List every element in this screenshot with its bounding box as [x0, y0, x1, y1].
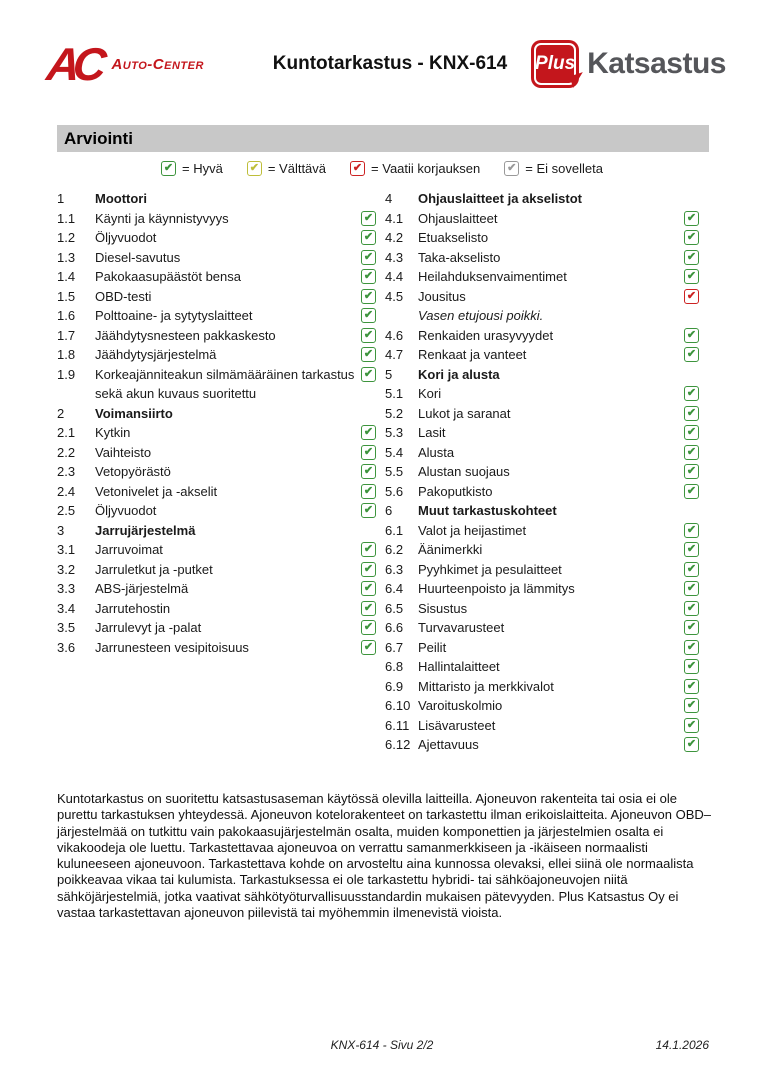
item-label: Pakoputkisto — [418, 483, 493, 499]
checklist-item-row — [385, 267, 699, 287]
item-label: Turvavarusteet — [418, 620, 505, 635]
checklist-item-row — [385, 599, 699, 619]
checklist-note-row — [385, 306, 699, 326]
good-check-icon — [161, 161, 176, 176]
checklist-item-row — [385, 462, 699, 482]
item-number: 2.1 — [57, 425, 76, 440]
good-check-icon — [684, 269, 699, 284]
item-label: Etuakselisto — [418, 230, 489, 245]
item-label: Hallintalaitteet — [418, 659, 500, 674]
item-label: Diesel-savutus — [95, 249, 181, 265]
legend-item-good — [161, 161, 223, 176]
item-number: 5.6 — [385, 483, 404, 499]
item-number: 6.2 — [385, 542, 404, 557]
footer-date: 14.1.2026 — [655, 1038, 709, 1052]
legend-item-bad — [350, 161, 480, 176]
item-number: 4.3 — [385, 249, 404, 265]
item-number: 3.3 — [57, 581, 76, 596]
checklist-item-row — [385, 540, 699, 560]
good-check-icon — [361, 269, 376, 284]
auto-center-logo-text: Auto-Center — [111, 55, 204, 73]
item-label: Jarruletkut ja -putket — [95, 561, 213, 577]
page-title: Kuntotarkastus - KNX-614 — [272, 53, 508, 74]
item-number: 4.4 — [385, 269, 404, 284]
good-check-icon — [684, 659, 699, 674]
good-check-icon — [684, 620, 699, 635]
good-check-icon — [361, 542, 376, 557]
item-label: Vasen etujousi poikki. — [418, 308, 544, 323]
item-number: 2.4 — [57, 483, 76, 499]
item-label: Polttoaine- ja sytytyslaitteet — [95, 308, 253, 323]
item-number: 5.2 — [385, 405, 404, 421]
checklist-item-row — [385, 482, 699, 502]
katsastus-logo-text: Katsastus — [587, 47, 726, 80]
item-label: Öljyvuodot — [95, 230, 157, 245]
item-number: 6.4 — [385, 581, 404, 596]
good-check-icon — [684, 562, 699, 577]
good-check-icon — [361, 328, 376, 343]
fair-check-icon — [247, 161, 262, 176]
item-number: 4.5 — [385, 288, 404, 304]
item-number: 3.1 — [57, 542, 76, 557]
checklist-column-right — [385, 189, 699, 755]
good-check-icon — [361, 289, 376, 304]
good-check-icon — [684, 484, 699, 499]
bad-check-icon — [350, 161, 365, 176]
checklist-item-row — [385, 735, 699, 755]
checklist-item-row — [57, 209, 376, 229]
good-check-icon — [361, 503, 376, 518]
item-number: 5.3 — [385, 425, 404, 440]
good-check-icon — [684, 737, 699, 752]
checklist-item-row — [385, 716, 699, 736]
item-label: Lasit — [418, 425, 446, 440]
item-number: 1 — [57, 191, 65, 206]
item-number: 2.2 — [57, 444, 76, 460]
good-check-icon — [361, 347, 376, 362]
item-label: ABS-järjestelmä — [95, 581, 189, 596]
good-check-icon — [684, 581, 699, 596]
item-number: 6.8 — [385, 659, 404, 674]
item-label: Äänimerkki — [418, 542, 483, 557]
checklist-item-row — [57, 228, 376, 248]
checklist-item-row — [57, 267, 376, 287]
checklist-item-row — [385, 638, 699, 658]
item-number: 4.1 — [385, 210, 404, 226]
item-label: Taka-akselisto — [418, 249, 501, 265]
item-label: Vaihteisto — [95, 444, 152, 460]
checklist-section-row — [385, 501, 699, 521]
checklist-item-row — [385, 618, 699, 638]
item-label: Huurteenpoisto ja lämmitys — [418, 581, 575, 596]
good-check-icon — [684, 406, 699, 421]
item-number: 3 — [57, 522, 65, 538]
checklist-item-row — [385, 228, 699, 248]
item-label: Jarrujärjestelmä — [95, 522, 196, 538]
checklist-item-row — [57, 326, 376, 346]
item-number: 6.5 — [385, 600, 404, 616]
item-number: 6.11 — [385, 717, 410, 733]
checklist-item-row — [385, 579, 699, 599]
good-check-icon — [684, 523, 699, 538]
item-label: Öljyvuodot — [95, 503, 157, 518]
good-check-icon — [684, 230, 699, 245]
item-number: 5.5 — [385, 464, 404, 479]
good-check-icon — [684, 250, 699, 265]
good-check-icon — [684, 347, 699, 362]
bad-check-icon — [684, 289, 699, 304]
auto-center-logo — [44, 38, 242, 90]
item-label: Ohjauslaitteet ja akselistot — [418, 191, 583, 206]
item-label: Jousitus — [418, 288, 466, 304]
item-label: Pyyhkimet ja pesulaitteet — [418, 561, 562, 577]
item-number: 1.7 — [57, 327, 76, 343]
item-label: Vetonivelet ja -akselit — [95, 483, 218, 499]
plus-badge-icon — [531, 40, 579, 88]
checklist-item-row — [57, 579, 376, 599]
checklist-item-row — [385, 326, 699, 346]
checklist-item-row — [57, 501, 376, 521]
good-check-icon — [361, 601, 376, 616]
legend-label: = Välttävä — [267, 161, 327, 176]
item-label: Voimansiirto — [95, 405, 173, 421]
item-number: 1.1 — [57, 210, 76, 226]
checklist-item-row — [57, 365, 376, 404]
checklist-item-row — [385, 248, 699, 268]
item-label: Jäähdytysjärjestelmä — [95, 347, 217, 362]
checklist-item-row — [57, 540, 376, 560]
report-header — [44, 34, 726, 94]
item-label: Moottori — [95, 191, 147, 206]
checklist-section-row — [57, 404, 376, 424]
good-check-icon — [684, 425, 699, 440]
item-label: Jarrulevyt ja -palat — [95, 620, 202, 635]
good-check-icon — [361, 640, 376, 655]
item-number: 1.3 — [57, 249, 76, 265]
item-number: 1.5 — [57, 288, 76, 304]
checklist-item-row — [385, 677, 699, 697]
item-number: 4 — [385, 191, 393, 206]
checklist-item-row — [57, 306, 376, 326]
checklist-item-row — [57, 287, 376, 307]
item-number: 2.5 — [57, 503, 76, 518]
good-check-icon — [684, 464, 699, 479]
legend-item-fair — [247, 161, 326, 176]
good-check-icon — [684, 328, 699, 343]
checklist-item-row — [385, 657, 699, 677]
item-number: 5.4 — [385, 444, 404, 460]
good-check-icon — [684, 698, 699, 713]
checklist-item-row — [57, 638, 376, 658]
checklist-item-row — [385, 209, 699, 229]
checklist-item-row — [385, 384, 699, 404]
item-label: Mittaristo ja merkkivalot — [418, 678, 554, 694]
item-label: Jarrunesteen vesipitoisuus — [95, 639, 249, 655]
checklist-item-row — [385, 423, 699, 443]
checklist-section-row — [385, 189, 699, 209]
checklist-item-row — [57, 345, 376, 365]
checklist-section-row — [385, 365, 699, 385]
good-check-icon — [684, 211, 699, 226]
item-number: 6.9 — [385, 678, 404, 694]
item-number: 2 — [57, 405, 65, 421]
item-label: Kori ja alusta — [418, 366, 500, 382]
item-label: Peilit — [418, 639, 447, 655]
good-check-icon — [361, 230, 376, 245]
item-label: Alustan suojaus — [418, 464, 510, 479]
legend-label: = Hyvä — [182, 161, 223, 176]
checklist-item-row — [385, 345, 699, 365]
item-number: 1.6 — [57, 308, 76, 323]
good-check-icon — [361, 620, 376, 635]
good-check-icon — [361, 484, 376, 499]
item-number: 1.4 — [57, 269, 76, 284]
item-label: Kori — [418, 386, 442, 401]
item-label: Renkaiden urasyvyydet — [418, 327, 554, 343]
item-label: Varoituskolmio — [418, 698, 503, 713]
item-label: Lukot ja saranat — [418, 405, 511, 421]
item-number: 1.2 — [57, 230, 76, 245]
section-header-arviointi: Arviointi — [57, 125, 709, 152]
good-check-icon — [684, 601, 699, 616]
checklist-item-row — [57, 462, 376, 482]
item-label: Valot ja heijastimet — [418, 522, 527, 538]
item-label: Alusta — [418, 444, 455, 460]
item-number: 4.7 — [385, 347, 404, 362]
item-number: 6.10 — [385, 698, 411, 713]
plus-katsastus-logo — [535, 40, 726, 88]
item-number: 6.3 — [385, 561, 404, 577]
checklist-item-row — [57, 423, 376, 443]
checklist-item-row — [57, 248, 376, 268]
legend-label: = Ei sovelleta — [525, 161, 603, 176]
item-label: Korkeajänniteakun silmämääräinen tarkastus sekä akun kuvaus suoritettu — [95, 366, 355, 401]
checklist-item-row — [385, 287, 699, 307]
checklist-item-row — [57, 618, 376, 638]
checklist-item-row — [57, 599, 376, 619]
checklist-item-row — [385, 560, 699, 580]
checklist-item-row — [385, 696, 699, 716]
item-label: Heilahduksenvaimentimet — [418, 269, 567, 284]
legend-item-na — [504, 161, 603, 176]
good-check-icon — [361, 211, 376, 226]
item-label: OBD-testi — [95, 288, 152, 304]
good-check-icon — [684, 718, 699, 733]
item-label: Muut tarkastuskohteet — [418, 503, 557, 518]
item-label: Ohjauslaitteet — [418, 210, 498, 226]
checklist-item-row — [385, 404, 699, 424]
item-number: 3.4 — [57, 600, 76, 616]
status-legend — [0, 161, 764, 176]
report-footer — [0, 1038, 764, 1056]
item-number: 6.1 — [385, 522, 404, 538]
good-check-icon — [361, 581, 376, 596]
item-label: Ajettavuus — [418, 737, 479, 752]
good-check-icon — [684, 386, 699, 401]
item-number: 2.3 — [57, 464, 76, 479]
disclaimer-text: Kuntotarkastus on suoritettu katsastusaseman käytössä olevilla laitteilla. Ajoneuvon rakenteita tai osia ei ole purettu tarkastuksen yhteydessä. Ajoneuvon kotelorakenteet on tarkastettu ilman erikoislaitteita. Ajoneuvon OBD–järjestelmää on tutkittu vain pakokaasujärjestelmän osalta, muiden komponettien ja järjestelmien osalta ei vikakoodeja ole luettu. Tarkastettavaa ajoneuvoa on verrattu samanmerkkiseen ja -ikäiseen normaalisti kuluneeseen ajoneuvoon. Tarkastettava kohde on arvosteltu aina kunnossa olevaksi, ellei siinä ole normaalista poikkeavaa vikaa tai kulumista. Tarkastuksessa ei ole tarkastettu hybridi- tai sähköajoneuvojen niitä sähköjärjestelmiä, jotka vaativat sähkötyöturvallisuusstandardin mukaisen pätevyyden. Plus Katsastus Oy ei vastaa tarkastettavan ajoneuvon piilevistä tai myöhemmin ilmenevistä vioista. — [57, 791, 711, 921]
legend-label: = Vaatii korjauksen — [371, 161, 481, 176]
item-number: 6.12 — [385, 737, 411, 752]
item-label: Jarrutehostin — [95, 600, 171, 616]
na-check-icon — [504, 161, 519, 176]
checklist-section-row — [57, 521, 376, 541]
good-check-icon — [684, 542, 699, 557]
item-label: Kytkin — [95, 425, 131, 440]
item-number: 1.8 — [57, 347, 76, 362]
item-number: 5 — [385, 366, 393, 382]
item-label: Jarruvoimat — [95, 542, 163, 557]
item-number: 6 — [385, 503, 393, 518]
checklist-item-row — [57, 482, 376, 502]
good-check-icon — [684, 445, 699, 460]
good-check-icon — [361, 367, 376, 382]
checklist-section-row — [57, 189, 376, 209]
item-number: 6.6 — [385, 620, 404, 635]
good-check-icon — [684, 679, 699, 694]
item-number: 6.7 — [385, 639, 404, 655]
good-check-icon — [361, 445, 376, 460]
good-check-icon — [361, 308, 376, 323]
good-check-icon — [361, 562, 376, 577]
good-check-icon — [361, 425, 376, 440]
item-label: Lisävarusteet — [418, 717, 496, 733]
checklist-item-row — [385, 521, 699, 541]
good-check-icon — [361, 464, 376, 479]
plus-badge-text: Plus — [535, 53, 576, 74]
item-number: 3.5 — [57, 620, 76, 635]
good-check-icon — [684, 640, 699, 655]
item-number: 5.1 — [385, 386, 404, 401]
checklist-column-left — [57, 189, 376, 657]
item-label: Sisustus — [418, 600, 468, 616]
item-number: 4.2 — [385, 230, 404, 245]
item-number: 3.6 — [57, 639, 76, 655]
item-label: Pakokaasupäästöt bensa — [95, 269, 241, 284]
auto-center-logo-icon: AC — [44, 38, 103, 90]
item-label: Vetopyörästö — [95, 464, 171, 479]
item-label: Renkaat ja vanteet — [418, 347, 527, 362]
checklist-item-row — [385, 443, 699, 463]
good-check-icon — [361, 250, 376, 265]
item-number: 3.2 — [57, 561, 76, 577]
item-number: 1.9 — [57, 366, 76, 382]
item-number: 4.6 — [385, 327, 404, 343]
checklist-item-row — [57, 560, 376, 580]
item-label: Käynti ja käynnistyvyys — [95, 210, 229, 226]
item-label: Jäähdytysnesteen pakkaskesto — [95, 327, 276, 343]
checklist-item-row — [57, 443, 376, 463]
footer-page-number: KNX-614 - Sivu 2/2 — [330, 1038, 434, 1052]
